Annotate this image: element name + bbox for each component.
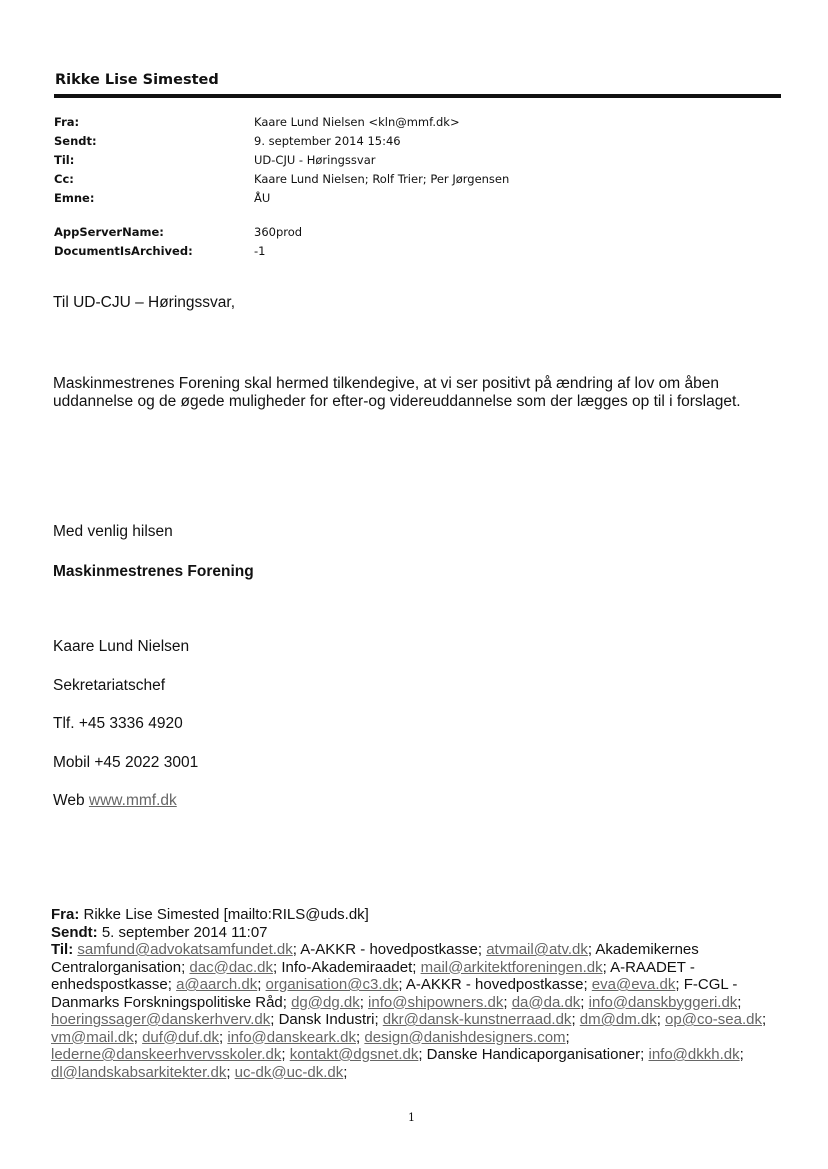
recipient-text: ; A-AKKR - hovedpostkasse;	[292, 941, 487, 958]
header-value: Kaare Lund Nielsen <kln@mmf.dk>	[254, 115, 460, 129]
recipient-email-link[interactable]: design@danishdesigners.com	[364, 1028, 566, 1046]
forward-sendt-line	[51, 924, 786, 942]
closing: Med venlig hilsen	[53, 523, 173, 540]
recipient-text: ;	[356, 1028, 365, 1046]
recipient-email-link[interactable]: mail@arkitektforeningen.dk	[420, 958, 603, 976]
recipient-text: ;	[656, 1011, 666, 1028]
recipient-email-link[interactable]: kontakt@dgsnet.dk	[289, 1046, 419, 1063]
forward-fra-line	[51, 906, 786, 924]
header-value: Kaare Lund Nielsen; Rolf Trier; Per Jørgensen	[254, 172, 510, 186]
header-value: 9. september 2014 15:46	[254, 134, 401, 148]
email-meta	[54, 223, 774, 261]
recipient-text: ;	[281, 1046, 290, 1063]
signature-mobile: Mobil +45 2022 3001	[53, 754, 199, 771]
greeting: Til UD-CJU – Høringssvar,	[53, 294, 235, 311]
recipient-email-link[interactable]: info@danskbyggeri.dk	[588, 993, 738, 1011]
recipient-email-link[interactable]: atvmail@atv.dk	[486, 941, 588, 958]
organization-name: Maskinmestrenes Forening	[53, 563, 254, 580]
email-header	[54, 113, 774, 208]
recipient-email-link[interactable]: a@aarch.dk	[176, 976, 258, 993]
header-row-sendt	[54, 132, 774, 151]
recipient-text: ;	[737, 993, 742, 1011]
recipient-text: ; Akademikernes Centralorganisation;	[51, 941, 699, 976]
header-rule	[54, 94, 781, 98]
recipient-text: ;	[580, 993, 589, 1011]
header-label: Cc:	[54, 172, 74, 186]
signature-phone: Tlf. +45 3336 4920	[53, 715, 183, 732]
recipient-email-link[interactable]: info@dkkh.dk	[648, 1046, 740, 1063]
recipient-email-link[interactable]: hoeringssager@danskerhverv.dk	[51, 1011, 271, 1028]
recipient-email-link[interactable]: dl@landskabsarkitekter.dk	[51, 1063, 227, 1081]
recipient-text: ;	[565, 1028, 570, 1046]
signature-web	[53, 792, 177, 810]
recipient-text: ;	[571, 1011, 580, 1028]
recipient-text: ;	[739, 1046, 744, 1063]
recipient-email-link[interactable]: dkr@dansk-kunstnerraad.dk	[382, 1011, 572, 1028]
forward-fra-value: Rikke Lise Simested [mailto:RILS@uds.dk]	[83, 906, 369, 923]
recipient-email-link[interactable]: eva@eva.dk	[591, 976, 676, 993]
recipient-email-link[interactable]: vm@mail.dk	[51, 1028, 134, 1046]
forward-til-label: Til:	[51, 941, 74, 958]
recipient-text: ; F-CGL - Danmarks Forskningspolitiske Råd;	[51, 976, 738, 1011]
signature-name: Kaare Lund Nielsen	[53, 638, 190, 655]
meta-value: 360prod	[254, 225, 303, 239]
header-row-til	[54, 151, 774, 170]
web-label: Web	[53, 792, 85, 809]
recipient-email-link[interactable]: op@co-sea.dk	[665, 1011, 762, 1028]
recipient-text: ; Info-Akademiraadet;	[273, 958, 421, 976]
website-link[interactable]: www.mmf.dk	[88, 792, 177, 809]
recipient-text: ;	[133, 1028, 143, 1046]
header-value: UD-CJU - Høringssvar	[254, 153, 376, 167]
recipient-text: ;	[762, 1011, 767, 1028]
meta-label: DocumentIsArchived:	[54, 244, 193, 258]
recipient-email-link[interactable]: uc-dk@uc-dk.dk	[234, 1063, 344, 1081]
recipient-text: ; Dansk Industri;	[270, 1011, 383, 1028]
mailbox-owner: Rikke Lise Simested	[55, 72, 219, 88]
recipient-text: ; A-RAADET - enhedspostkasse;	[51, 958, 695, 993]
recipient-text: ;	[226, 1063, 235, 1081]
recipient-text: ;	[359, 993, 369, 1011]
header-label: Til:	[54, 153, 75, 167]
recipient-text: ;	[257, 976, 266, 993]
recipient-text: ;	[219, 1028, 228, 1046]
recipient-email-link[interactable]: samfund@advokatsamfundet.dk	[77, 941, 293, 958]
header-row-cc	[54, 170, 774, 189]
recipient-email-link[interactable]: dm@dm.dk	[579, 1011, 657, 1028]
meta-row-appservername	[54, 223, 774, 242]
forward-sendt-label: Sendt:	[51, 923, 98, 941]
recipient-email-link[interactable]: info@shipowners.dk	[368, 993, 504, 1011]
recipient-text: ; Danske Handicaporganisationer;	[418, 1046, 649, 1063]
meta-value: -1	[254, 244, 266, 258]
recipient-text: ;	[343, 1063, 348, 1081]
recipient-email-link[interactable]: duf@duf.dk	[142, 1028, 220, 1046]
signature-title: Sekretariatschef	[53, 677, 165, 694]
forward-til-line	[51, 941, 786, 1081]
header-label: Fra:	[54, 115, 80, 129]
header-label: Emne:	[54, 191, 95, 205]
forwarded-message-header	[51, 906, 786, 1081]
recipient-text: ;	[503, 993, 512, 1011]
forward-fra-label: Fra:	[51, 906, 80, 923]
recipient-email-link[interactable]: dac@dac.dk	[189, 958, 274, 976]
meta-label: AppServerName:	[54, 225, 164, 239]
recipient-email-link[interactable]: organisation@c3.dk	[265, 976, 399, 993]
meta-row-documentisarchived	[54, 242, 774, 261]
page-number: 1	[408, 1111, 415, 1124]
recipient-text: ; A-AKKR - hovedpostkasse;	[398, 976, 592, 993]
header-value: ÅU	[254, 191, 271, 205]
recipient-email-link[interactable]: dg@dg.dk	[291, 993, 360, 1011]
recipient-email-link[interactable]: da@da.dk	[511, 993, 581, 1011]
recipient-email-link[interactable]: lederne@danskeerhvervsskoler.dk	[51, 1046, 282, 1063]
header-row-fra	[54, 113, 774, 132]
header-label: Sendt:	[54, 134, 97, 148]
header-row-emne	[54, 189, 774, 208]
recipient-email-link[interactable]: info@danskeark.dk	[227, 1028, 357, 1046]
body-paragraph: Maskinmestrenes Forening skal hermed tilkendegive, at vi ser positivt på ændring af lov om åben uddannelse og de øgede muligheder for efter-og videreuddannelse som der lægges op til i forslaget.	[53, 375, 741, 410]
forward-sendt-value: 5. september 2014 11:07	[101, 923, 268, 941]
